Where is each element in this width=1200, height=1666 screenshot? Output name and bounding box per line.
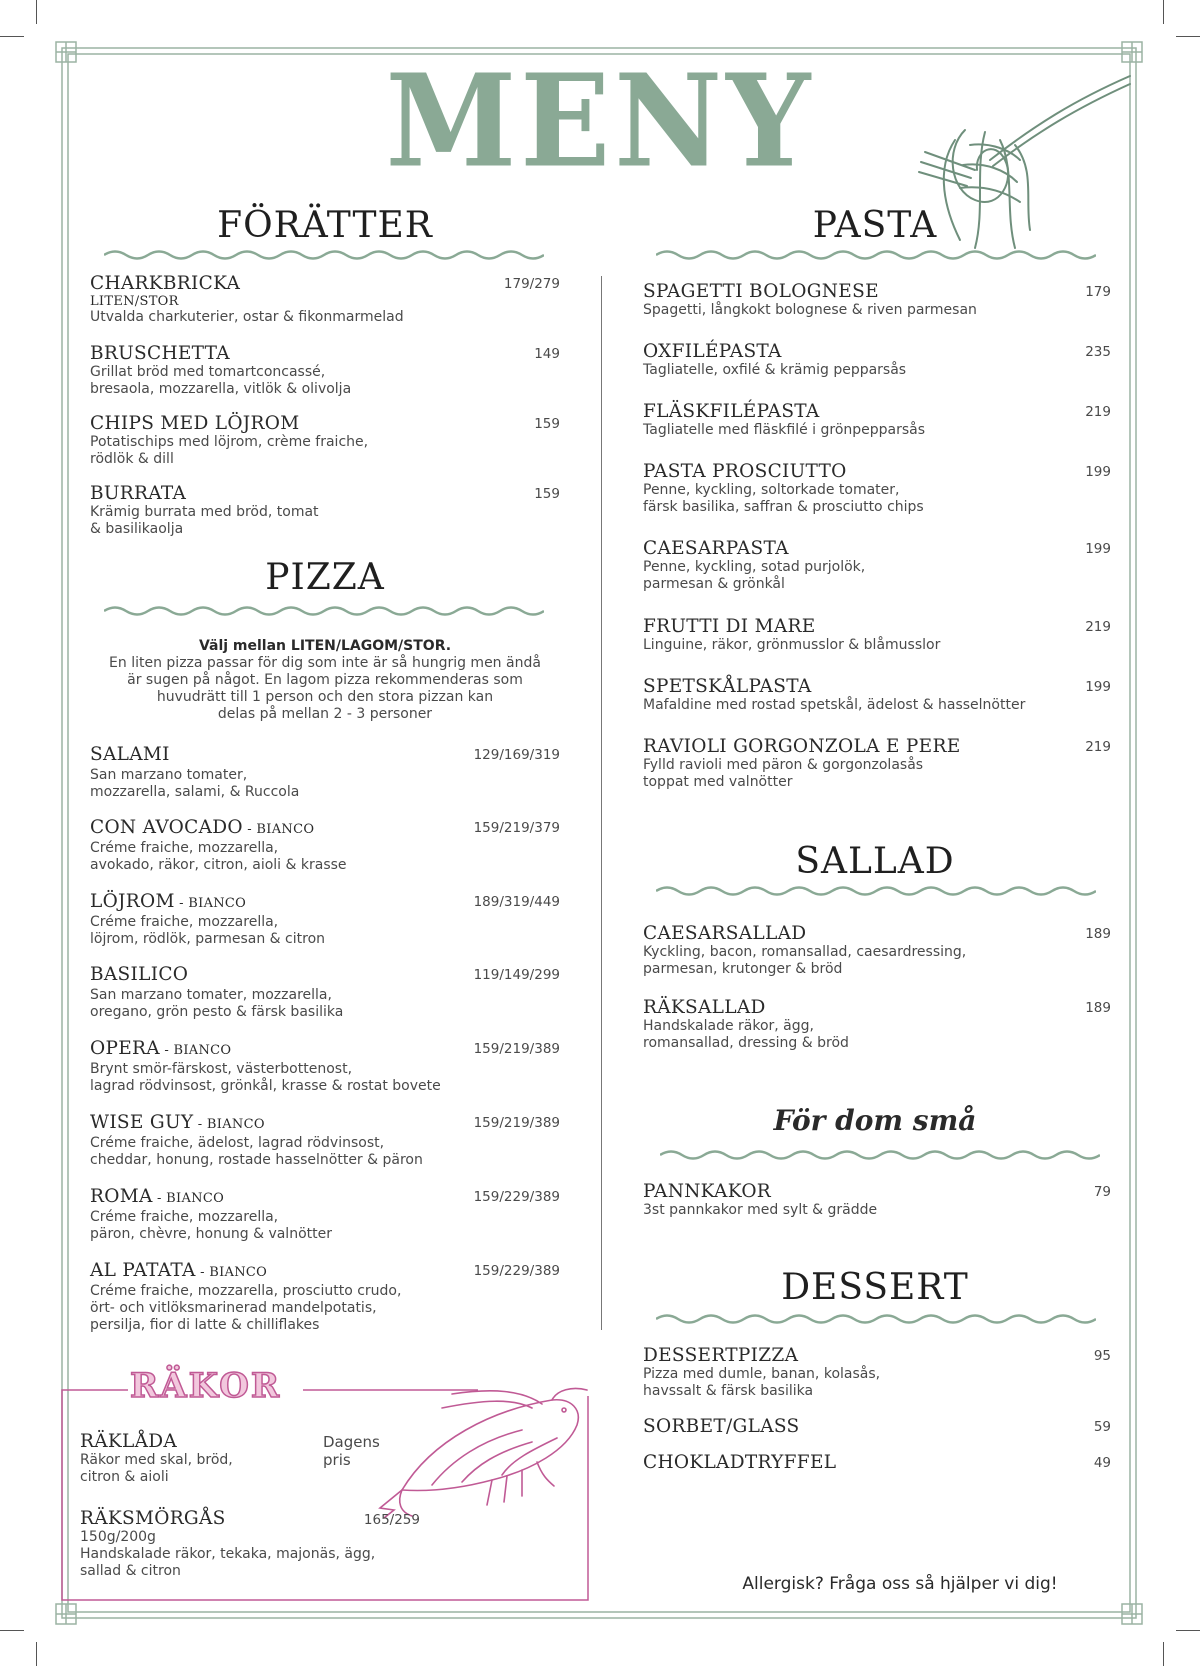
- item-description: Utvalda charkuterier, ostar & fikonmarmelad: [90, 309, 404, 325]
- item-size: 150g/200g: [80, 1529, 156, 1545]
- menu-item: [90, 745, 560, 801]
- menu-item: [643, 1417, 1111, 1437]
- item-price: 189: [1085, 1000, 1111, 1016]
- item-description: Spagetti, långkokt bolognese & riven parmesan: [643, 302, 977, 318]
- item-description: cheddar, honung, rostade hasselnötter & päron: [90, 1152, 423, 1168]
- item-name: PANNKAKOR: [643, 1181, 772, 1202]
- menu-item: [90, 892, 560, 948]
- item-name: CON AVOCADO: [90, 817, 243, 838]
- rakor-heading: RÄKOR: [130, 1366, 282, 1406]
- item-price: 159/229/389: [473, 1189, 560, 1205]
- item-tag: - BIANCO: [174, 896, 247, 911]
- item-description: Créme fraiche, mozzarella, prosciutto crudo,: [90, 1283, 402, 1299]
- item-price: Dagens pris: [323, 1433, 380, 1469]
- menu-item: [643, 924, 1111, 978]
- item-name: CAESARPASTA: [643, 538, 789, 559]
- pizza-intro-line: delas på mellan 2 - 3 personer: [217, 706, 433, 722]
- item-description: Brynt smör-färskost, västerbottenost,: [90, 1061, 353, 1077]
- section-heading-pasta: PASTA: [812, 205, 938, 246]
- item-price: 159/219/379: [473, 820, 560, 836]
- item-description: Pizza med dumle, banan, kolasås,: [643, 1366, 881, 1382]
- section-heading-dessert: DESSERT: [781, 1267, 969, 1308]
- menu-item: [643, 282, 1111, 319]
- menu-item: [643, 737, 1111, 791]
- section-heading-for-dom-sma: För dom små: [773, 1104, 977, 1137]
- item-name: DESSERTPIZZA: [643, 1345, 799, 1366]
- menu-item: [90, 1039, 560, 1095]
- item-name: RÄKSMÖRGÅS: [80, 1508, 226, 1529]
- item-description: romansallad, dressing & bröd: [643, 1035, 849, 1051]
- item-price: 149: [534, 346, 560, 362]
- item-price: 95: [1093, 1348, 1111, 1364]
- item-price: 199: [1085, 679, 1111, 695]
- section-heading-forratter: FÖRÄTTER: [217, 205, 433, 246]
- menu-item: [90, 1187, 560, 1243]
- menu-item: [643, 998, 1111, 1052]
- menu-item: [643, 617, 1111, 654]
- item-description: Tagliatelle, oxfilé & krämig pepparsås: [643, 362, 907, 378]
- item-name: CAESARSALLAD: [643, 923, 807, 944]
- item-name: RÄKLÅDA: [80, 1431, 178, 1452]
- item-description: Fylld ravioli med päron & gorgonzolasås: [643, 757, 924, 773]
- item-description: bresaola, mozzarella, vitlök & olivolja: [90, 381, 352, 397]
- menu-item: [643, 1182, 1111, 1219]
- item-price: 159/229/389: [473, 1263, 560, 1279]
- menu-item: [90, 1261, 560, 1334]
- item-description: persilja, fior di latte & chilliflakes: [90, 1317, 320, 1333]
- menu-item: [90, 965, 560, 1021]
- item-description: toppat med valnötter: [643, 774, 793, 790]
- pizza-intro-bold: Välj mellan LITEN/LAGOM/STOR.: [198, 638, 452, 654]
- item-description: parmesan & grönkål: [643, 576, 785, 592]
- item-name: WISE GUY: [90, 1112, 194, 1133]
- item-name: SPAGETTI BOLOGNESE: [643, 281, 879, 302]
- item-price: 159: [534, 486, 560, 502]
- item-tag: - BIANCO: [152, 1191, 225, 1206]
- menu-item: [643, 402, 1111, 439]
- menu-item: [643, 677, 1111, 714]
- item-price: 165/259: [363, 1512, 420, 1528]
- item-tag: - BIANCO: [195, 1265, 268, 1280]
- item-price: 119/149/299: [473, 967, 560, 983]
- item-price: 179: [1085, 284, 1111, 300]
- item-description: avokado, räkor, citron, aioli & krasse: [90, 857, 347, 873]
- item-description: Handskalade räkor, ägg,: [643, 1018, 814, 1034]
- item-description: Créme fraiche, mozzarella,: [90, 914, 279, 930]
- item-description: mozzarella, salami, & Ruccola: [90, 784, 300, 800]
- item-name: BURRATA: [90, 483, 187, 504]
- item-description: & basilikaolja: [90, 521, 184, 537]
- menu-item: [643, 1453, 1111, 1473]
- item-name: CHOKLADTRYFFEL: [643, 1452, 837, 1473]
- item-description: Linguine, räkor, grönmusslor & blåmusslor: [643, 637, 941, 653]
- menu-item: [80, 1432, 410, 1486]
- pizza-intro-line: är sugen på något. En lagom pizza rekommenderas som: [127, 672, 523, 688]
- item-name: OPERA: [90, 1038, 160, 1059]
- item-description: Penne, kyckling, soltorkade tomater,: [643, 482, 900, 498]
- allergy-note: Allergisk? Fråga oss så hjälper vi dig!: [742, 1574, 1058, 1594]
- item-description: rödlök & dill: [90, 451, 174, 467]
- menu-item: [90, 1113, 560, 1169]
- item-price: 129/169/319: [473, 747, 560, 763]
- item-description: Krämig burrata med bröd, tomat: [90, 504, 319, 520]
- item-price: 79: [1093, 1184, 1111, 1200]
- item-price: 235: [1085, 344, 1111, 360]
- item-price: 159/219/389: [473, 1115, 560, 1131]
- item-description: San marzano tomater, mozzarella,: [90, 987, 332, 1003]
- menu-item: [643, 342, 1111, 379]
- item-name: PASTA PROSCIUTTO: [643, 461, 847, 482]
- item-price: 159/219/389: [473, 1041, 560, 1057]
- menu-item: [80, 1509, 420, 1580]
- wave-divider: [656, 248, 1096, 262]
- item-description: Grillat bröd med tomartconcassé,: [90, 364, 326, 380]
- item-description: färsk basilika, saffran & prosciutto chips: [643, 499, 924, 515]
- item-tag: - BIANCO: [242, 822, 315, 837]
- item-description: San marzano tomater,: [90, 767, 248, 783]
- item-price: 49: [1093, 1455, 1111, 1471]
- menu-item: [643, 462, 1111, 516]
- item-tag: - BIANCO: [193, 1117, 265, 1132]
- item-tag: - BIANCO: [159, 1043, 232, 1058]
- item-name: OXFILÉPASTA: [643, 341, 782, 362]
- item-price: 159: [534, 416, 560, 432]
- item-price: 189: [1085, 926, 1111, 942]
- item-description: ört- och vitlöksmarinerad mandelpotatis,: [90, 1300, 377, 1316]
- item-description: Penne, kyckling, sotad purjolök,: [643, 559, 866, 575]
- item-name: BASILICO: [90, 964, 189, 985]
- wave-divider: [104, 604, 544, 618]
- item-description: Handskalade räkor, tekaka, majonäs, ägg,: [80, 1546, 376, 1562]
- item-name: RAVIOLI GORGONZOLA E PERE: [643, 736, 961, 757]
- item-price: 59: [1093, 1419, 1111, 1435]
- item-description: Kyckling, bacon, romansallad, caesardressing,: [643, 944, 967, 960]
- item-price: 189/319/449: [473, 894, 560, 910]
- pizza-intro: [90, 638, 560, 723]
- item-description: Créme fraiche, ädelost, lagrad rödvinsost,: [90, 1135, 385, 1151]
- menu-item: [90, 274, 560, 326]
- item-description: Potatischips med löjrom, crème fraiche,: [90, 434, 369, 450]
- item-name: ROMA: [90, 1186, 153, 1207]
- menu-item: [643, 539, 1111, 593]
- item-description: Tagliatelle med fläskfilé i grönpepparsås: [643, 422, 926, 438]
- section-heading-pizza: PIZZA: [265, 557, 385, 598]
- menu-item: [90, 414, 560, 468]
- item-name: FRUTTI DI MARE: [643, 616, 816, 637]
- item-description: Créme fraiche, mozzarella,: [90, 840, 279, 856]
- item-price: 219: [1085, 404, 1111, 420]
- wave-divider: [656, 884, 1096, 898]
- item-price: 219: [1085, 619, 1111, 635]
- item-name: CHIPS MED LÖJROM: [90, 413, 300, 434]
- item-description: parmesan, krutonger & bröd: [643, 961, 843, 977]
- item-name: AL PATATA: [90, 1260, 196, 1281]
- item-name: FLÄSKFILÉPASTA: [643, 401, 820, 422]
- item-description: päron, chèvre, honung & valnötter: [90, 1226, 332, 1242]
- wave-divider: [104, 248, 544, 262]
- item-price: 219: [1085, 739, 1111, 755]
- menu-title: MENY: [385, 45, 815, 196]
- item-description: sallad & citron: [80, 1563, 181, 1579]
- menu-item: [643, 1346, 1111, 1400]
- item-description: 3st pannkakor med sylt & grädde: [643, 1202, 878, 1218]
- item-price: 199: [1085, 541, 1111, 557]
- section-heading-sallad: SALLAD: [795, 841, 955, 882]
- item-price: 199: [1085, 464, 1111, 480]
- wave-divider: [660, 1148, 1100, 1162]
- menu-item: [90, 484, 560, 538]
- pizza-intro-line: huvudrätt till 1 person och den stora pizzan kan: [156, 689, 494, 705]
- item-name: RÄKSALLAD: [643, 997, 766, 1018]
- wave-divider: [656, 1312, 1096, 1326]
- column-divider: [601, 276, 602, 1330]
- item-size: LITEN/STOR: [90, 294, 179, 309]
- item-name: BRUSCHETTA: [90, 343, 230, 364]
- item-description: Räkor med skal, bröd,: [80, 1452, 233, 1468]
- item-name: SPETSKÅLPASTA: [643, 676, 812, 697]
- item-description: löjrom, rödlök, parmesan & citron: [90, 931, 326, 947]
- menu-item: [90, 344, 560, 398]
- item-description: havssalt & färsk basilika: [643, 1383, 814, 1399]
- menu-item: [90, 818, 560, 874]
- item-name: SALAMI: [90, 744, 170, 765]
- item-price: 179/279: [503, 276, 560, 292]
- pizza-intro-line: En liten pizza passar för dig som inte är så hungrig men ändå: [109, 655, 541, 671]
- item-name: SORBET/GLASS: [643, 1416, 800, 1437]
- item-name: LÖJROM: [90, 891, 175, 912]
- item-description: citron & aioli: [80, 1469, 169, 1485]
- item-name: CHARKBRICKA: [90, 273, 241, 294]
- item-description: lagrad rödvinsost, grönkål, krasse & rostat bovete: [90, 1078, 441, 1094]
- item-description: Créme fraiche, mozzarella,: [90, 1209, 279, 1225]
- item-description: Mafaldine med rostad spetskål, ädelost & hasselnötter: [643, 697, 1026, 713]
- item-description: oregano, grön pesto & färsk basilika: [90, 1004, 344, 1020]
